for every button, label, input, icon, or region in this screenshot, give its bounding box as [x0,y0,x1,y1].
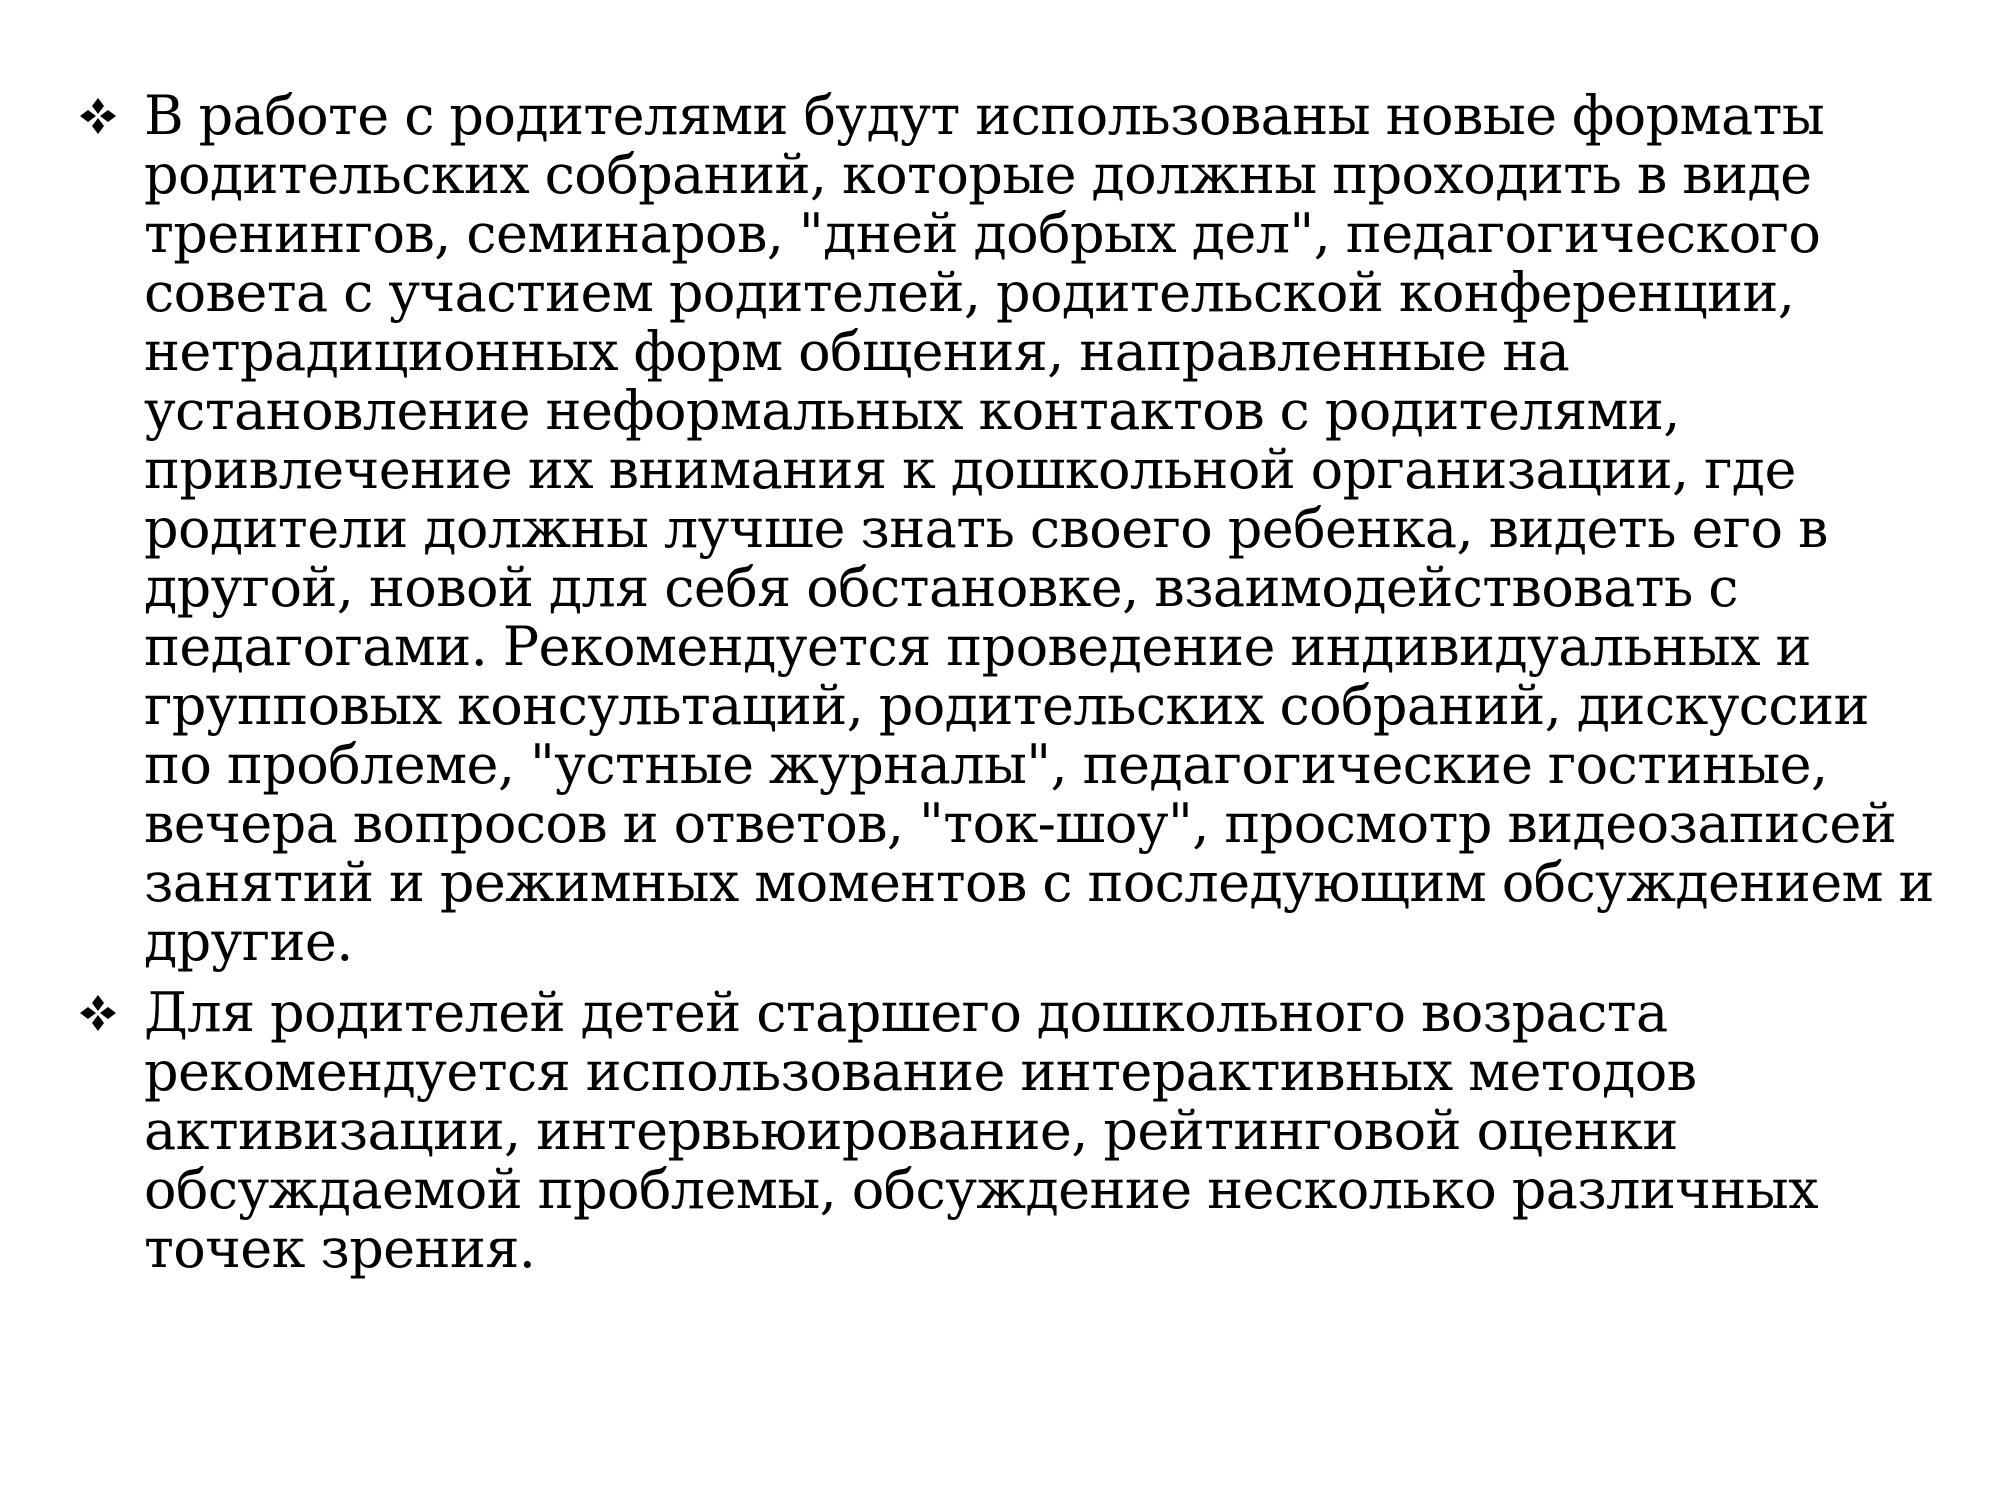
diamond-bullet-icon [78,86,144,146]
list-item [78,86,1938,971]
diamond-bullet-icon [78,983,144,1043]
bullet-list [78,86,1938,1290]
bullet-text: Для родителей детей старшего дошкольного возраста рекомендуется использование интерактивных методов активизации, интервьюирование, рейтинговой оценки обсуждаемой проблемы, обсуждение несколько различных точек зрения. [144,981,1818,1280]
list-item [78,983,1938,1278]
bullet-text: В работе с родителями будут использованы новые форматы родительских собраний, которые должны проходить в виде тренингов, семинаров, "дней добрых дел", педагогического совета с участием родителей, родительской конференции, нетрадиционных форм общения, направленные на установление неформальных контактов с родителями, привлечение их внимания к дошкольной организации, где родители должны лучше знать своего ребенка, видеть его в другой, новой для себя обстановке, взаимодействовать с педагогами. Рекомендуется проведение индивидуальных и групповых консультаций, родительских собраний, дискуссии по проблеме, "устные журналы", педагогические гостиные, вечера вопросов и ответов, "ток-шоу", просмотр видеозаписей занятий и режимных моментов с последующим обсуждением и другие. [144,84,1934,973]
